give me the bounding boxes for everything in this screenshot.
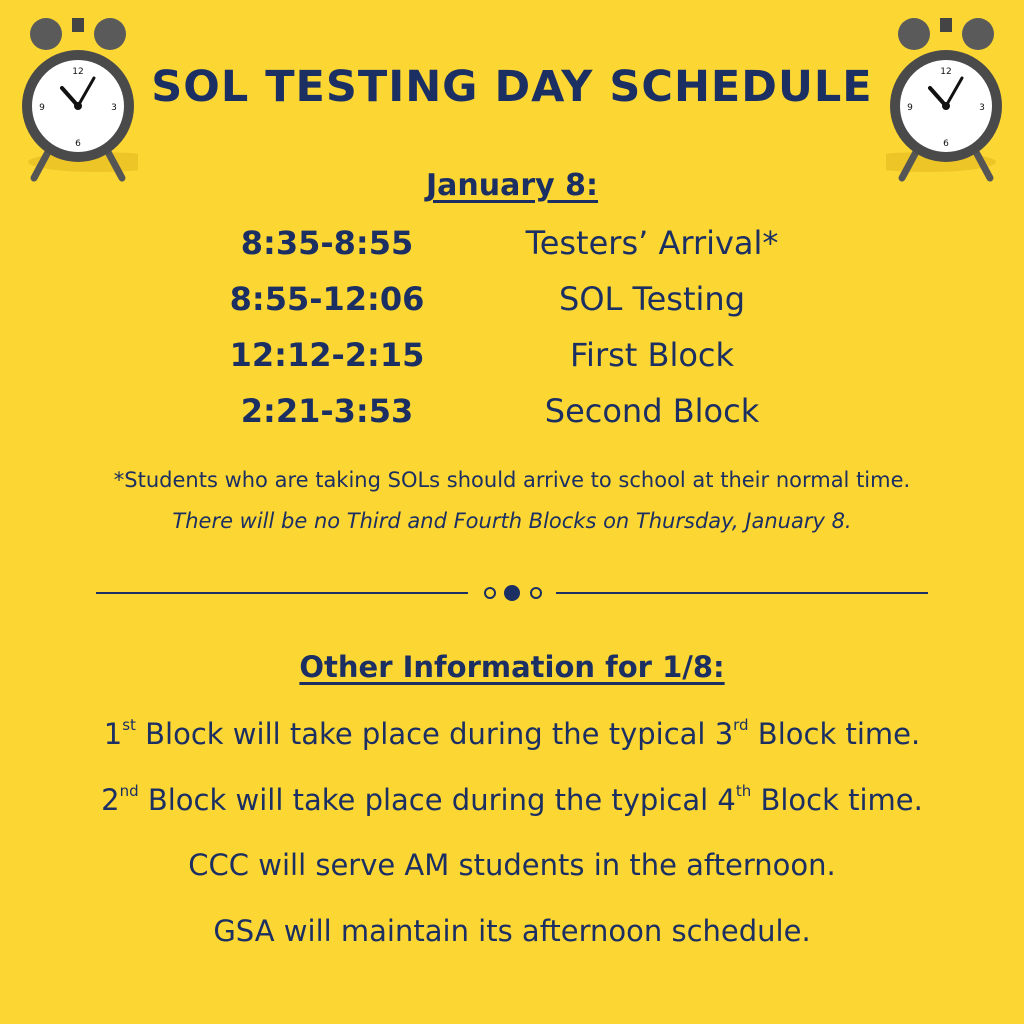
ordinal-suffix: st xyxy=(122,716,136,734)
schedule-row xyxy=(0,224,1024,280)
other-info-heading: Other Information for 1/8: xyxy=(299,650,725,684)
svg-text:3: 3 xyxy=(111,103,117,113)
svg-text:9: 9 xyxy=(907,103,913,113)
svg-text:6: 6 xyxy=(943,139,949,149)
schedule-event: Testers’ Arrival* xyxy=(525,224,779,262)
ordinal-number: 1 xyxy=(103,717,123,751)
svg-text:12: 12 xyxy=(72,67,84,77)
info-line xyxy=(0,782,1024,817)
info-text: Block will take place during the typical 4 xyxy=(138,783,736,817)
schedule-time: 2:21-3:53 xyxy=(240,392,414,430)
arrival-note: *Students who are taking SOLs should arrive to school at their normal time. xyxy=(113,468,911,492)
schedule-event: First Block xyxy=(569,336,735,374)
svg-text:12: 12 xyxy=(940,67,952,77)
info-line: GSA will maintain its afternoon schedule. xyxy=(213,914,811,948)
info-line: CCC will serve AM students in the afternoon. xyxy=(188,848,836,882)
schedule-row xyxy=(0,280,1024,336)
schedule-event: SOL Testing xyxy=(559,280,745,318)
schedule-event: Second Block xyxy=(544,392,760,430)
schedule-row xyxy=(0,336,1024,392)
info-text: Block will take place during the typical 3 xyxy=(135,717,734,751)
info-text: Block time. xyxy=(748,717,921,751)
blocks-note: There will be no Third and Fourth Blocks on Thursday, January 8. xyxy=(172,509,852,533)
svg-text:6: 6 xyxy=(75,139,81,149)
info-text: Block time. xyxy=(751,783,923,817)
info-line xyxy=(0,716,1024,751)
divider-dots-icon xyxy=(96,580,928,606)
svg-text:9: 9 xyxy=(39,103,45,113)
schedule-row xyxy=(0,392,1024,448)
ordinal-suffix: th xyxy=(735,782,752,800)
ordinal-suffix: nd xyxy=(119,782,139,800)
schedule-time: 8:35-8:55 xyxy=(240,224,414,262)
date-heading: January 8: xyxy=(425,168,599,203)
schedule-time: 12:12-2:15 xyxy=(229,336,425,374)
page-title: SOL TESTING DAY SCHEDULE xyxy=(151,62,873,112)
ordinal-number: 2 xyxy=(101,783,120,817)
svg-text:3: 3 xyxy=(979,103,985,113)
ordinal-suffix: rd xyxy=(733,716,749,734)
schedule-time: 8:55-12:06 xyxy=(229,280,425,318)
